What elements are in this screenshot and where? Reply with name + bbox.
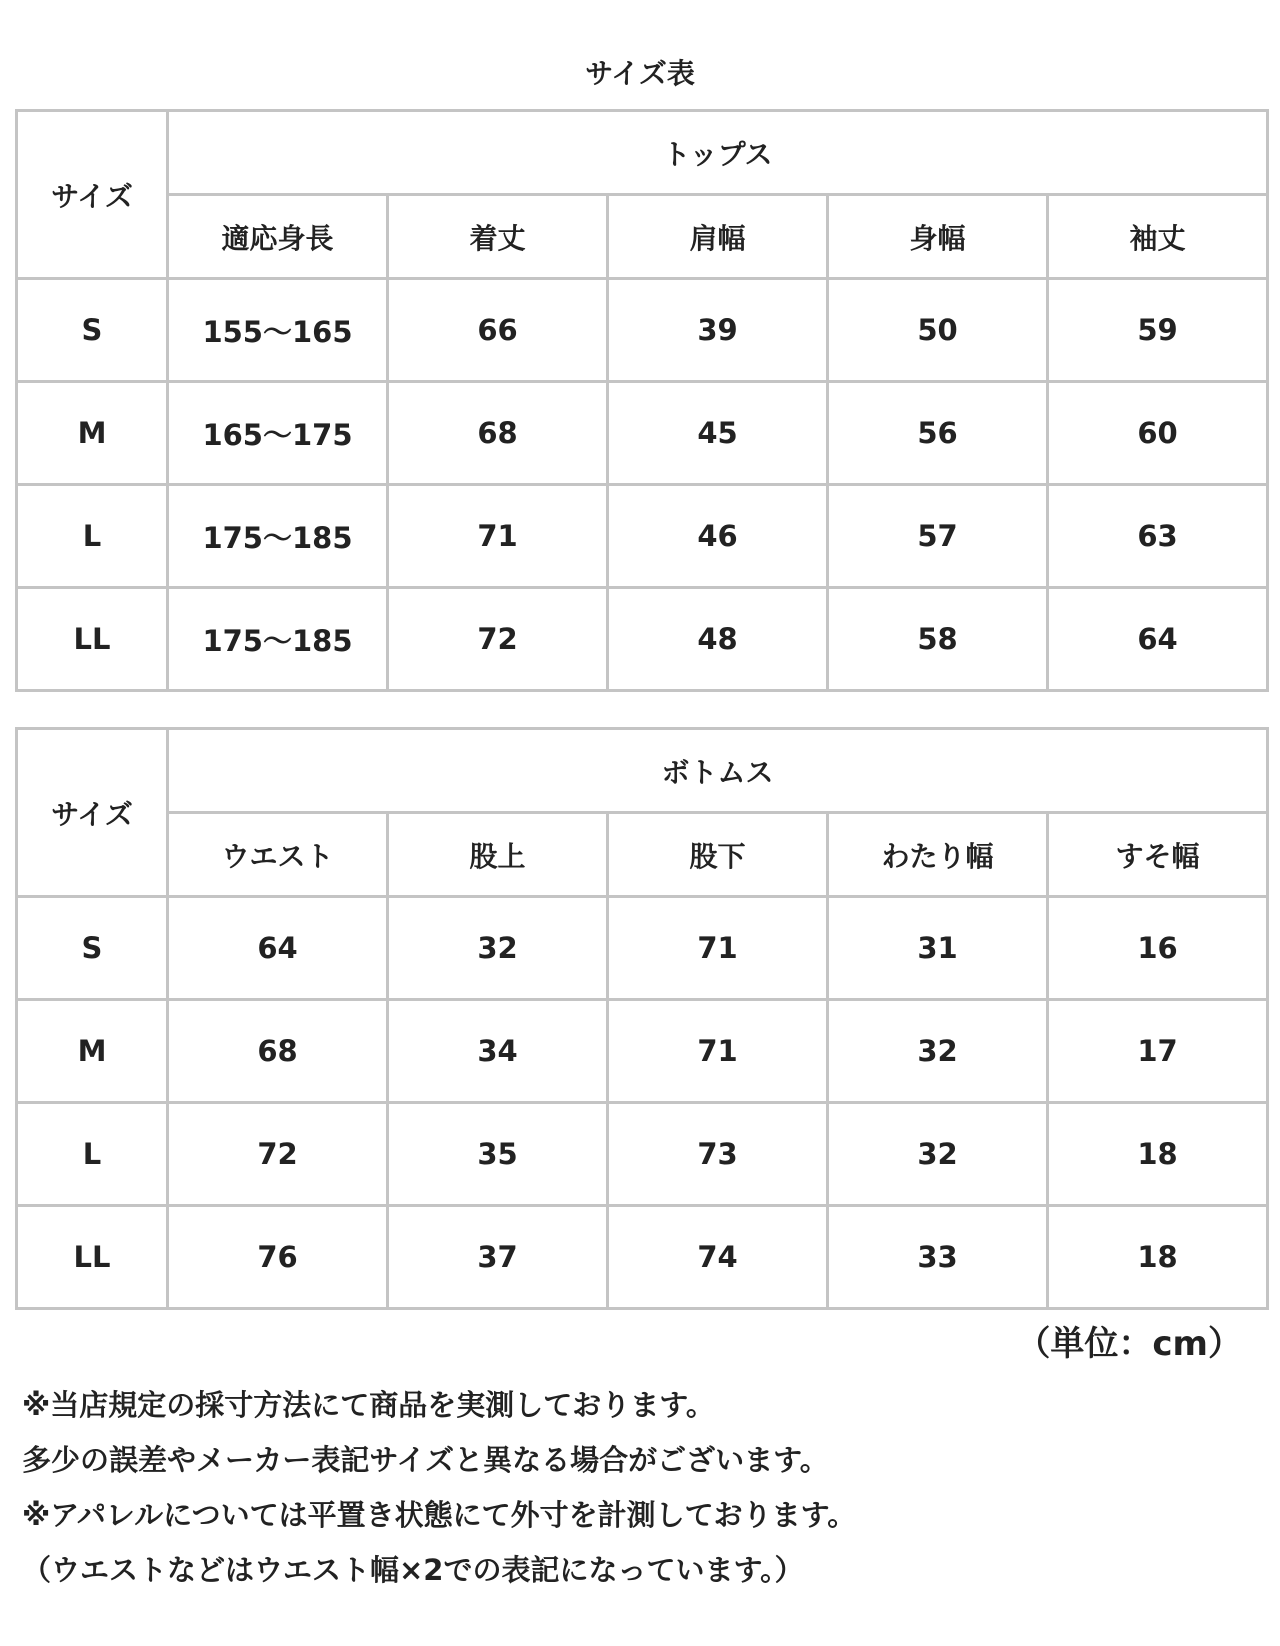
table-row (17, 897, 1268, 1000)
column-header: 身幅 (828, 195, 1048, 279)
size-label: L (17, 1103, 168, 1206)
table-cell: 71 (608, 1000, 828, 1103)
size-header: サイズ (17, 729, 168, 897)
table-cell: 46 (608, 485, 828, 588)
column-header: すそ幅 (1048, 813, 1268, 897)
table-cell: 72 (388, 588, 608, 691)
table-cell: 175～185 (168, 588, 388, 691)
column-header: 適応身長 (168, 195, 388, 279)
size-label: S (17, 897, 168, 1000)
size-label: L (17, 485, 168, 588)
size-label: S (17, 279, 168, 382)
column-header: ウエスト (168, 813, 388, 897)
table-cell: 71 (608, 897, 828, 1000)
table-cell: 18 (1048, 1103, 1268, 1206)
table-cell: 32 (828, 1103, 1048, 1206)
table-cell: 50 (828, 279, 1048, 382)
table-cell: 32 (828, 1000, 1048, 1103)
size-label: M (17, 1000, 168, 1103)
bottoms-size-table (15, 727, 1269, 1310)
table-cell: 63 (1048, 485, 1268, 588)
size-label: M (17, 382, 168, 485)
table-cell: 58 (828, 588, 1048, 691)
table-cell: 32 (388, 897, 608, 1000)
table-cell: 56 (828, 382, 1048, 485)
table-row (17, 588, 1268, 691)
measurement-notes (22, 1378, 856, 1598)
note-line: 多少の誤差やメーカー表記サイズと異なる場合がございます。 (22, 1443, 829, 1477)
table-cell: 64 (1048, 588, 1268, 691)
note-line: ※当店規定の採寸方法にて商品を実測しております。 (22, 1388, 715, 1422)
table-cell: 68 (388, 382, 608, 485)
table-cell: 59 (1048, 279, 1268, 382)
size-header: サイズ (17, 111, 168, 279)
table-row (17, 382, 1268, 485)
table-cell: 18 (1048, 1206, 1268, 1309)
size-label: LL (17, 1206, 168, 1309)
table-cell: 35 (388, 1103, 608, 1206)
table-cell: 73 (608, 1103, 828, 1206)
table-cell: 66 (388, 279, 608, 382)
page-title: サイズ表 (585, 57, 695, 90)
table-cell: 48 (608, 588, 828, 691)
table-row (17, 1206, 1268, 1309)
size-label: LL (17, 588, 168, 691)
table-cell: 68 (168, 1000, 388, 1103)
table-cell: 72 (168, 1103, 388, 1206)
table-cell: 16 (1048, 897, 1268, 1000)
bottoms-group-label: ボトムス (168, 729, 1268, 813)
table-cell: 34 (388, 1000, 608, 1103)
column-header: 袖丈 (1048, 195, 1268, 279)
table-cell: 60 (1048, 382, 1268, 485)
note-line: ※アパレルについては平置き状態にて外寸を計測しております。 (22, 1498, 857, 1532)
table-row (17, 279, 1268, 382)
table-cell: 45 (608, 382, 828, 485)
table-cell: 76 (168, 1206, 388, 1309)
column-header: 股上 (388, 813, 608, 897)
tops-group-label: トップス (168, 111, 1268, 195)
table-row (17, 485, 1268, 588)
table-cell: 39 (608, 279, 828, 382)
table-cell: 64 (168, 897, 388, 1000)
table-cell: 37 (388, 1206, 608, 1309)
column-header: 肩幅 (608, 195, 828, 279)
table-cell: 33 (828, 1206, 1048, 1309)
table-cell: 17 (1048, 1000, 1268, 1103)
table-cell: 165～175 (168, 382, 388, 485)
column-header: わたり幅 (828, 813, 1048, 897)
column-header: 股下 (608, 813, 828, 897)
tops-size-table (15, 109, 1269, 692)
table-cell: 175～185 (168, 485, 388, 588)
table-cell: 74 (608, 1206, 828, 1309)
unit-note: （単位：cm） (1016, 1324, 1242, 1364)
table-row (17, 1000, 1268, 1103)
note-line: （ウエストなどはウエスト幅×2での表記になっています。） (22, 1553, 804, 1587)
column-header: 着丈 (388, 195, 608, 279)
table-row (17, 1103, 1268, 1206)
table-cell: 57 (828, 485, 1048, 588)
table-cell: 31 (828, 897, 1048, 1000)
table-cell: 155～165 (168, 279, 388, 382)
table-cell: 71 (388, 485, 608, 588)
